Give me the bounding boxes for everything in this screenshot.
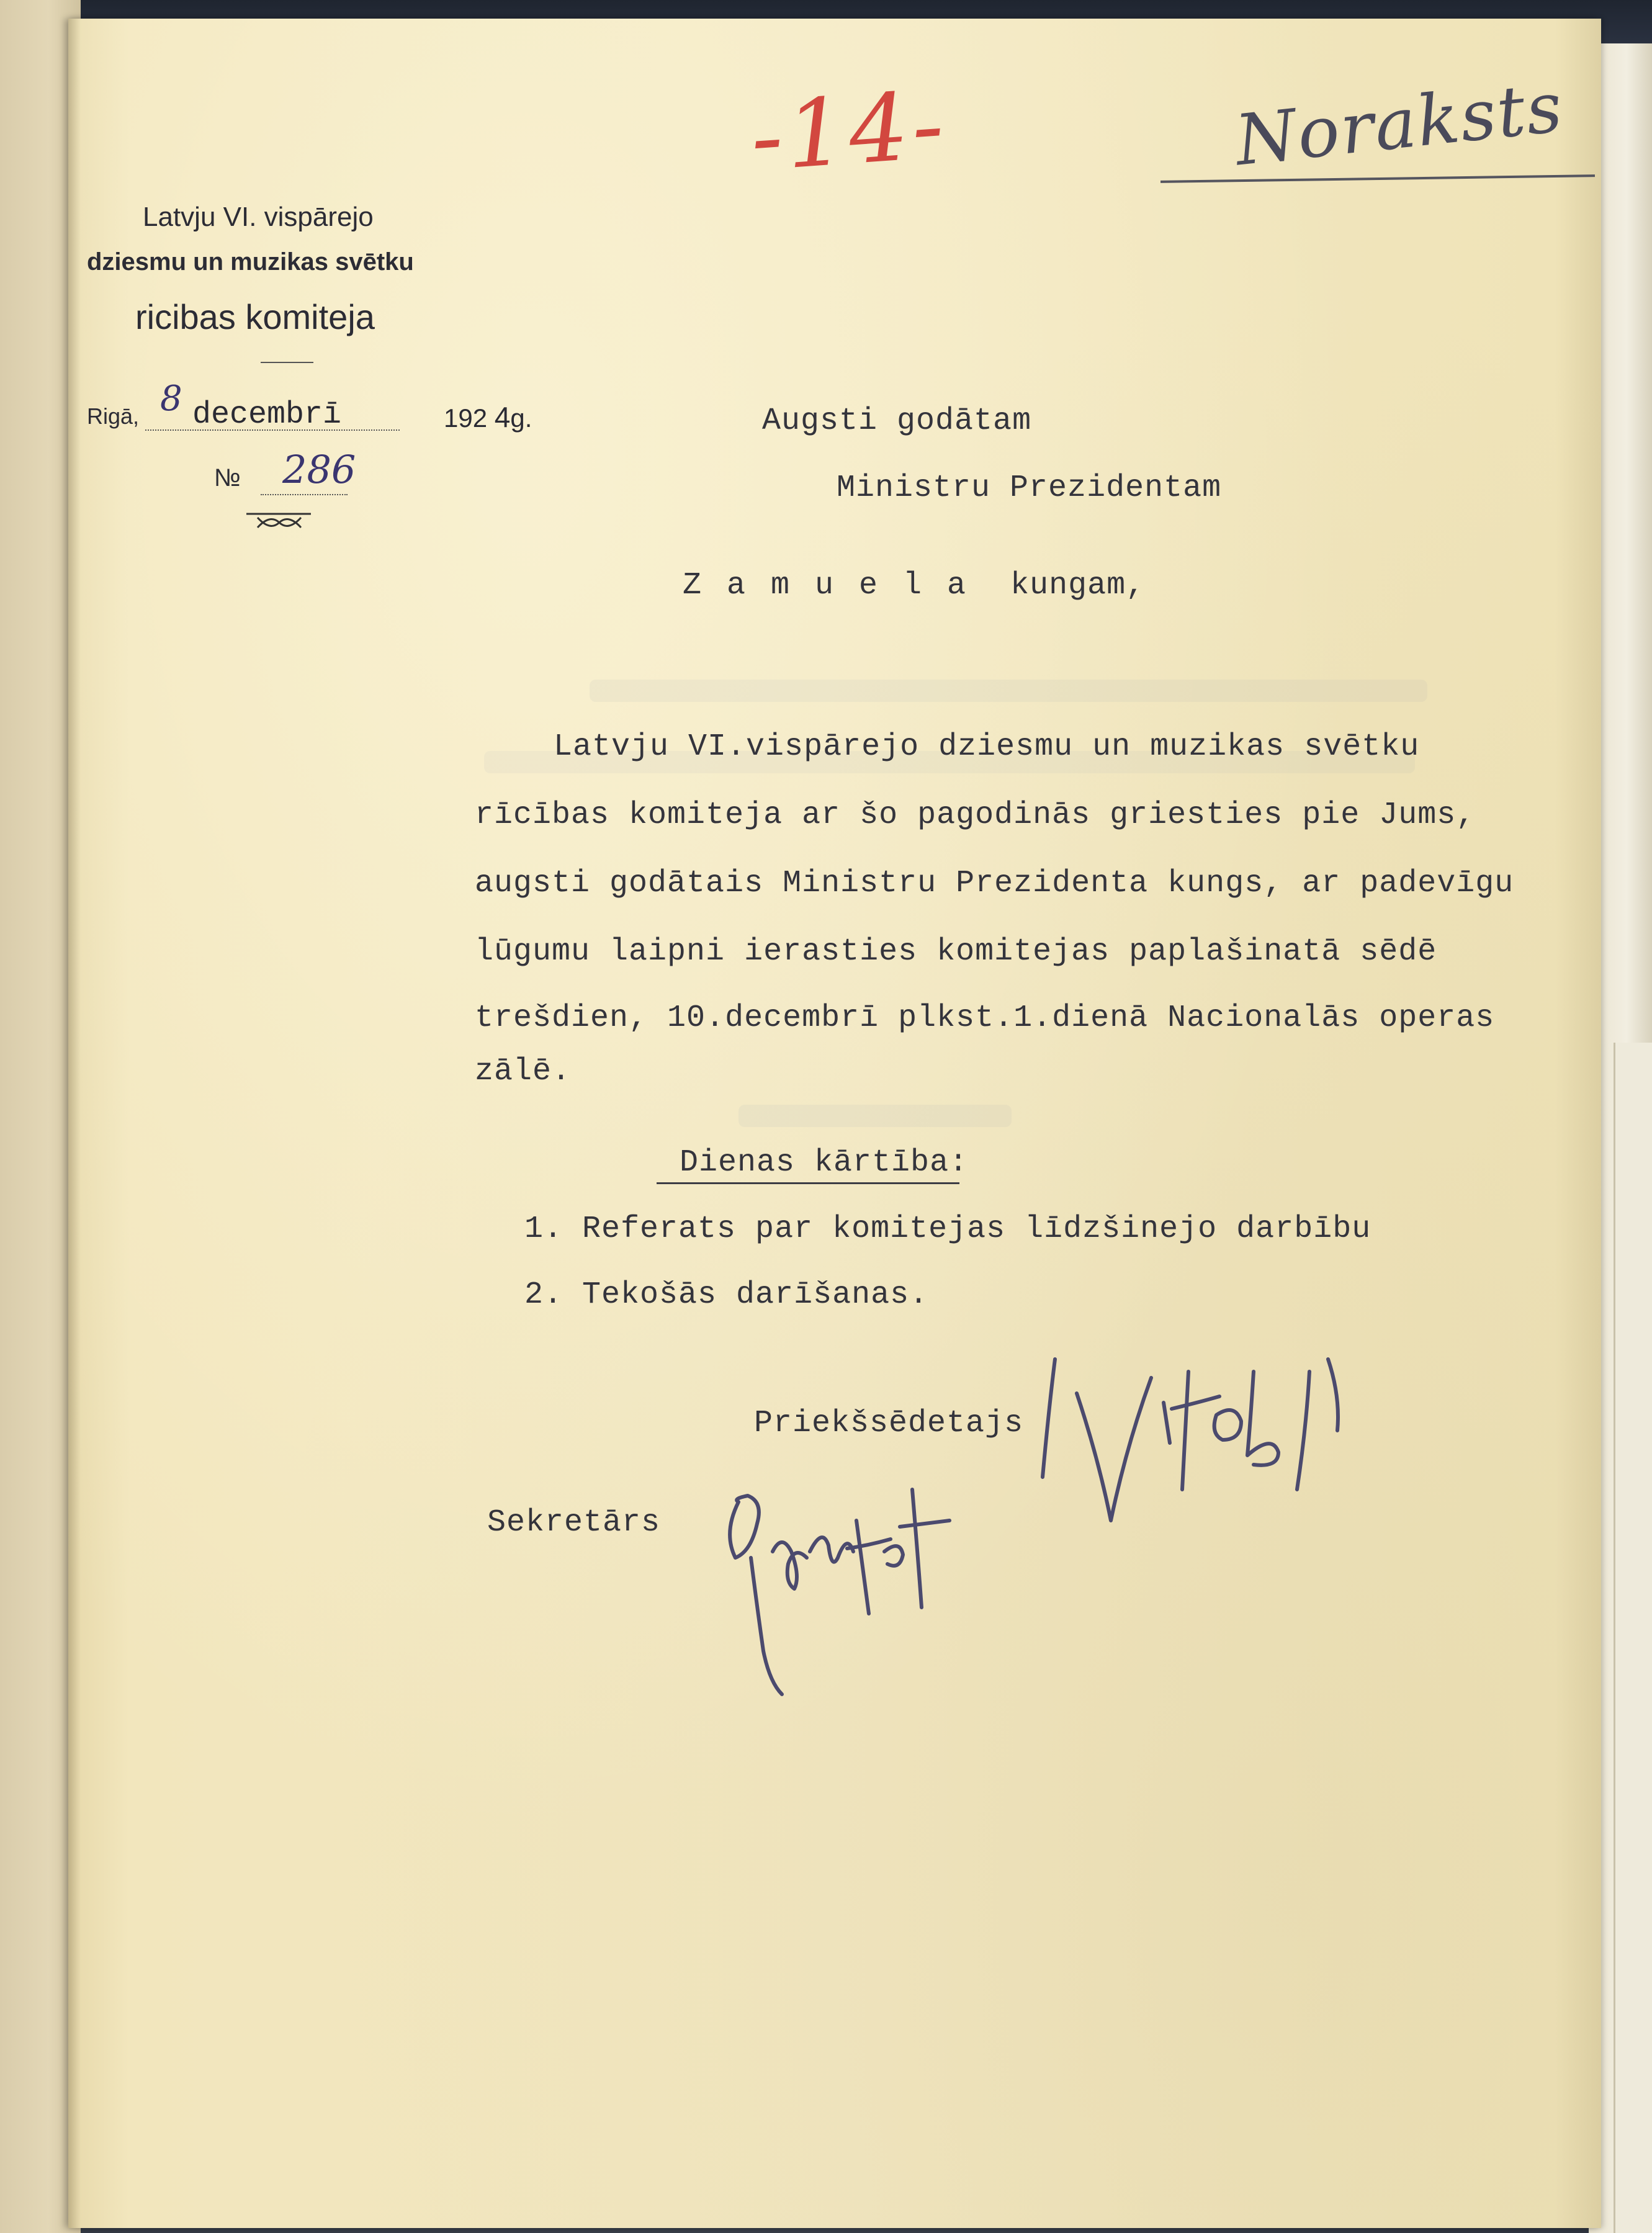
agenda-item: 2. Tekošās darīšanas.	[524, 1277, 929, 1313]
body-line: zālē.	[475, 1054, 572, 1089]
underlying-page-right-lower	[1614, 1043, 1652, 2233]
body-line: trešdien, 10.decembrī plkst.1.dienā Nacionalās operas	[475, 1000, 1495, 1036]
chair-signature	[1018, 1334, 1390, 1558]
letterhead-line-3: ricibas komiteja	[135, 297, 375, 336]
dateline-place: Rigā,	[87, 403, 140, 429]
page-fold-shadow	[68, 19, 81, 2228]
number-dots	[261, 494, 348, 495]
addressee-name: Zamuela	[683, 568, 992, 603]
chair-label: Priekšsēdetajs	[754, 1406, 1024, 1441]
dateline-year-digit: 4	[494, 401, 511, 433]
dateline-month: decembrī	[192, 397, 342, 433]
address-line-3	[683, 568, 1145, 603]
dateline-year-prefix: 192	[444, 403, 488, 433]
agenda-underline	[657, 1182, 959, 1184]
letterhead-rule	[261, 362, 313, 363]
dateline-year-suffix: g.	[510, 403, 532, 433]
dateline-year	[444, 400, 532, 434]
bleed-through-texture	[590, 680, 1427, 702]
number-value: 286	[282, 447, 356, 492]
secretary-signature	[714, 1465, 981, 1701]
body-line: lūgumu laipni ierasties komitejas paplašinatā sēdē	[475, 934, 1437, 969]
letterhead-line-1: Latvju VI. vispārejo	[143, 202, 374, 232]
addressee-title: kungam,	[1010, 568, 1146, 603]
address-line-2: Ministru Prezidentam	[837, 470, 1222, 506]
body-line: augsti godātais Ministru Prezidenta kungs, ar padevīgu	[475, 866, 1514, 901]
secretary-label: Sekretārs	[487, 1505, 661, 1540]
ornament-icon	[245, 509, 313, 534]
number-label: №	[214, 464, 241, 492]
handwritten-note: Noraksts	[1231, 66, 1567, 182]
body-line: rīcības komiteja ar šo pagodinās griesties pie Jums,	[475, 798, 1476, 833]
dateline-day: 8	[160, 379, 182, 419]
address-line-1: Augsti godātam	[762, 403, 1032, 439]
bleed-through-texture	[738, 1105, 1012, 1127]
agenda-title: Dienas kārtība:	[680, 1145, 969, 1180]
archive-number-mark: -14-	[747, 71, 951, 192]
body-line: Latvju VI.vispārejo dziesmu un muzikas svētku	[554, 729, 1420, 765]
agenda-item: 1. Referats par komitejas līdzšinejo darbību	[524, 1211, 1371, 1247]
letterhead-line-2: dziesmu un muzikas svētku	[87, 248, 414, 276]
